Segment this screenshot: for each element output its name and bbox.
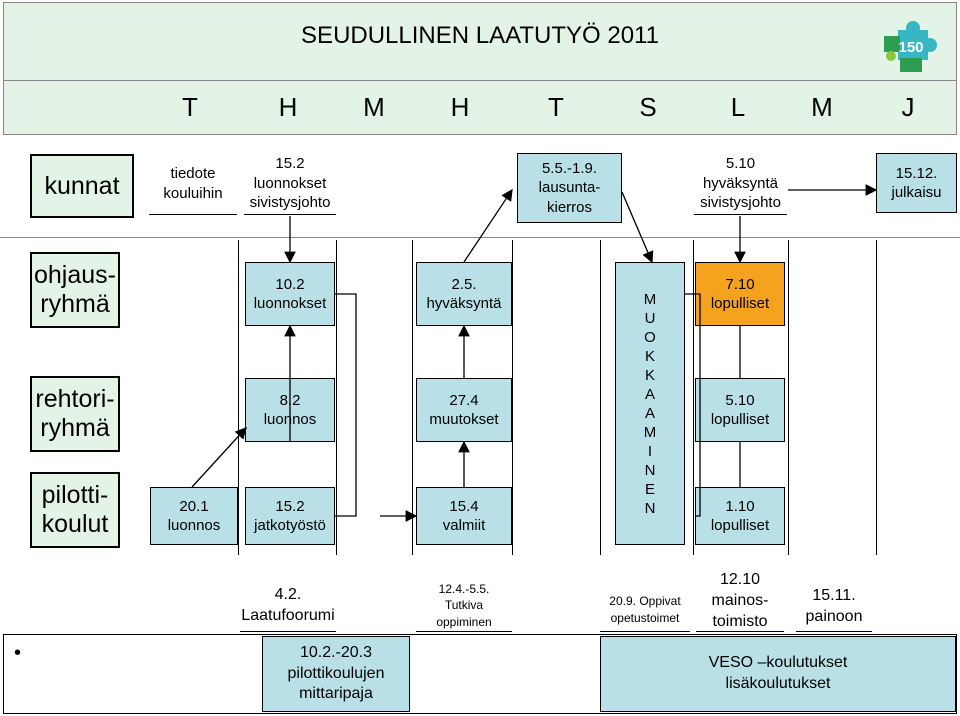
rehtori-luonnos-8-2: 8.2 luonnos bbox=[245, 378, 335, 442]
pilotti-jatkotyosto: 15.2 jatkotyöstö bbox=[245, 487, 335, 545]
muokkaaminen-box: M U O K K A A M I N E N bbox=[615, 262, 685, 545]
mittaripaja-box: 10.2.-20.3 pilottikoulujen mittaripaja bbox=[262, 636, 410, 712]
ohjaus-luonnokset-10-2: 10.2 luonnokset bbox=[245, 262, 335, 326]
row-label-ohjausryhma: ohjaus- ryhmä bbox=[30, 252, 120, 328]
kunnat-lausuntakierros: 5.5.-1.9. lausunta- kierros bbox=[517, 153, 622, 223]
kunnat-luonnokset-sivistysjohto: 15.2 luonnokset sivistysjohto bbox=[244, 153, 336, 215]
kunnat-hyvaksynta-sivistysjohto: 5.10 hyväksyntä sivistysjohto bbox=[694, 153, 787, 215]
rehtori-muutokset-27-4: 27.4 muutokset bbox=[416, 378, 512, 442]
month-label: H bbox=[278, 92, 298, 122]
row-label-kunnat: kunnat bbox=[30, 154, 134, 218]
page-title: SEUDULLINEN LAATUTYÖ 2011 bbox=[301, 22, 659, 49]
row-label-rehtoriryhma: rehtori- ryhmä bbox=[30, 376, 120, 452]
month-label: S bbox=[639, 92, 657, 122]
month-label: J bbox=[901, 92, 915, 122]
logo-text: 150 bbox=[898, 39, 924, 56]
event-oppivat-opetustoimet: 20.9. Oppivat opetustoimet bbox=[600, 588, 690, 632]
pilotti-luonnos-20-1: 20.1 luonnos bbox=[150, 487, 238, 545]
event-laatufoorumi: 4.2. Laatufoorumi bbox=[240, 580, 336, 632]
bullet: • bbox=[14, 642, 22, 664]
event-mainostoimisto: 12.10 mainos- toimisto bbox=[696, 572, 784, 632]
month-label: M bbox=[811, 92, 833, 122]
month-label: T bbox=[182, 92, 198, 122]
row-label-pilottikoulut: pilotti- koulut bbox=[30, 472, 120, 548]
month-label: L bbox=[730, 92, 746, 122]
pilotti-lopulliset-1-10: 1.10 lopulliset bbox=[695, 487, 785, 545]
kunnat-tiedote: tiedote kouluihin bbox=[149, 153, 237, 215]
ohjaus-hyvaksynta-2-5: 2.5. hyväksyntä bbox=[416, 262, 512, 326]
month-label: H bbox=[450, 92, 470, 122]
ohjaus-lopulliset-7-10: 7.10 lopulliset bbox=[695, 262, 785, 326]
rehtori-lopulliset-5-10: 5.10 lopulliset bbox=[695, 378, 785, 442]
lisakoulutukset: lisäkoulutukset bbox=[725, 675, 831, 692]
veso-koulutukset: VESO –koulutukset bbox=[708, 654, 848, 672]
kunnat-julkaisu: 15.12. julkaisu bbox=[876, 153, 957, 213]
month-label: M bbox=[363, 92, 385, 122]
event-tutkiva-oppiminen: 12.4.-5.5. Tutkiva oppiminen bbox=[416, 580, 512, 632]
month-label: T bbox=[548, 92, 564, 122]
event-painoon: 15.11. painoon bbox=[796, 582, 872, 632]
pilotti-valmiit-15-4: 15.4 valmiit bbox=[416, 487, 512, 545]
veso-box bbox=[600, 636, 956, 712]
